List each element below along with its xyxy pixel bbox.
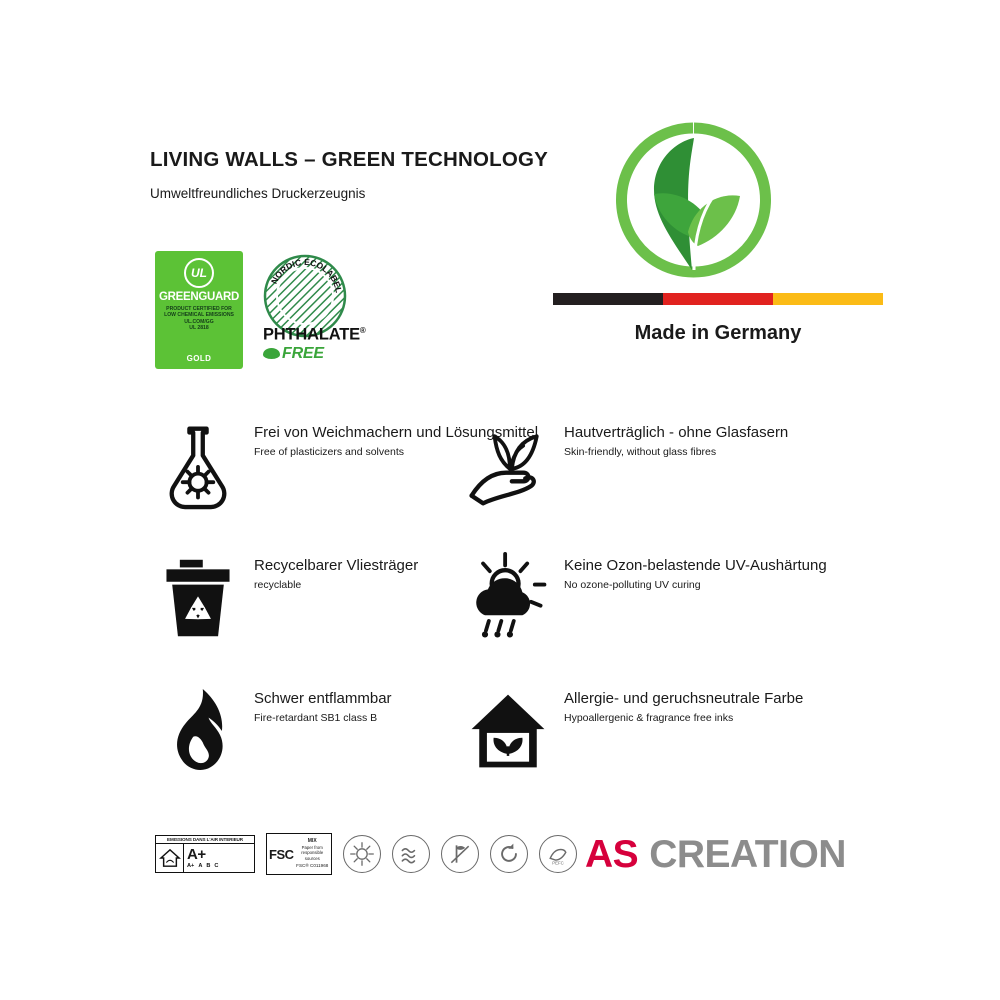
flask-icon (150, 415, 246, 515)
waves-icon (392, 835, 430, 873)
feature-title-en: Skin-friendly, without glass fibres (564, 446, 717, 458)
fsc-description: Paper from responsible sources (301, 844, 324, 861)
emissions-scale (187, 863, 254, 869)
indoor-air-emissions-badge (155, 835, 255, 873)
feature-title-de: Keine Ozon-belastende UV-Aushärtung (564, 557, 827, 574)
hand-plant-icon (460, 415, 556, 515)
greenguard-line-1: PRODUCT CERTIFIED FOR (166, 306, 232, 312)
flag-stripe-gold (773, 293, 883, 305)
ul-mark: UL (184, 258, 214, 288)
certification-strip (155, 830, 577, 878)
as-creation-logo (585, 833, 846, 877)
feature-title-de: Frei von Weichmachern und Lösungsmittel (254, 424, 539, 441)
leaf-icon (263, 348, 280, 359)
phthalate-text: PHTHALATE® (263, 325, 366, 344)
feature-item (460, 681, 880, 791)
free-text: FREE (282, 344, 324, 362)
scale-a: A (198, 863, 203, 869)
emissions-grade: A+ (187, 846, 206, 863)
flag-stripe-black (553, 293, 663, 305)
house-leaf-icon (460, 681, 556, 781)
brand-as: AS (585, 833, 639, 876)
no-flag-icon (441, 835, 479, 873)
house-icon (156, 844, 184, 872)
svg-text:PEFC: PEFC (552, 860, 564, 866)
recycle-arrow-icon (490, 835, 528, 873)
feature-title-en: Hypoallergenic & fragrance free inks (564, 712, 734, 724)
feature-title-de: Recycelbarer Vliesträger (254, 557, 419, 574)
feature-title-de: Schwer entflammbar (254, 690, 392, 707)
fsc-code: FSC® C011968 (296, 863, 329, 869)
greenguard-details (159, 306, 239, 332)
scale-a-plus: A+ (187, 863, 195, 869)
greenguard-name: GREENGUARD (158, 291, 240, 303)
fsc-mix: MIX (307, 838, 317, 845)
greenguard-line-2: LOW CHEMICAL EMISSIONS (164, 312, 234, 319)
fsc-mark: FSC (269, 846, 294, 862)
feature-item (460, 548, 880, 658)
flag-stripe-red (663, 293, 773, 305)
feature-title-en: Fire-retardant SB1 class B (254, 712, 378, 724)
sun-rays-icon (343, 835, 381, 873)
page-subtitle: Umweltfreundliches Druckerzeugnis (150, 186, 366, 201)
feature-title-en: Free of plasticizers and solvents (254, 446, 404, 458)
pefc-icon (539, 835, 577, 873)
made-in-germany-label: Made in Germany (634, 322, 802, 344)
svg-text:NORDIC ECOLABEL: NORDIC ECOLABEL (268, 256, 344, 294)
phthalate-free-label (263, 322, 366, 363)
feature-title-de: Allergie- und geruchsneutrale Farbe (564, 690, 804, 707)
sun-cloud-rain-icon (460, 548, 556, 648)
brand-creation: CREATION (649, 833, 846, 876)
greenguard-badge (155, 251, 243, 369)
scale-c: C (214, 863, 219, 869)
page-title: LIVING WALLS – GREEN TECHNOLOGY (150, 148, 549, 171)
greenguard-line-3: UL.COM/GG (184, 318, 214, 325)
feature-title-de: Hautverträglich - ohne Glasfasern (564, 424, 789, 441)
green-leaf-logo (614, 120, 774, 280)
emissions-header: EMISSIONS DANS L'AIR INTERIEUR (156, 836, 254, 844)
feature-item (460, 415, 880, 525)
feature-title-en: No ozone-polluting UV curing (564, 579, 701, 591)
scale-b: B (206, 863, 211, 869)
fsc-badge (266, 833, 332, 875)
feature-title-en: recyclable (254, 579, 302, 591)
greenguard-line-4: UL 2818 (189, 325, 209, 332)
flame-icon (150, 681, 246, 781)
greenguard-level: GOLD (186, 354, 212, 363)
recycle-bin-icon (150, 548, 246, 648)
